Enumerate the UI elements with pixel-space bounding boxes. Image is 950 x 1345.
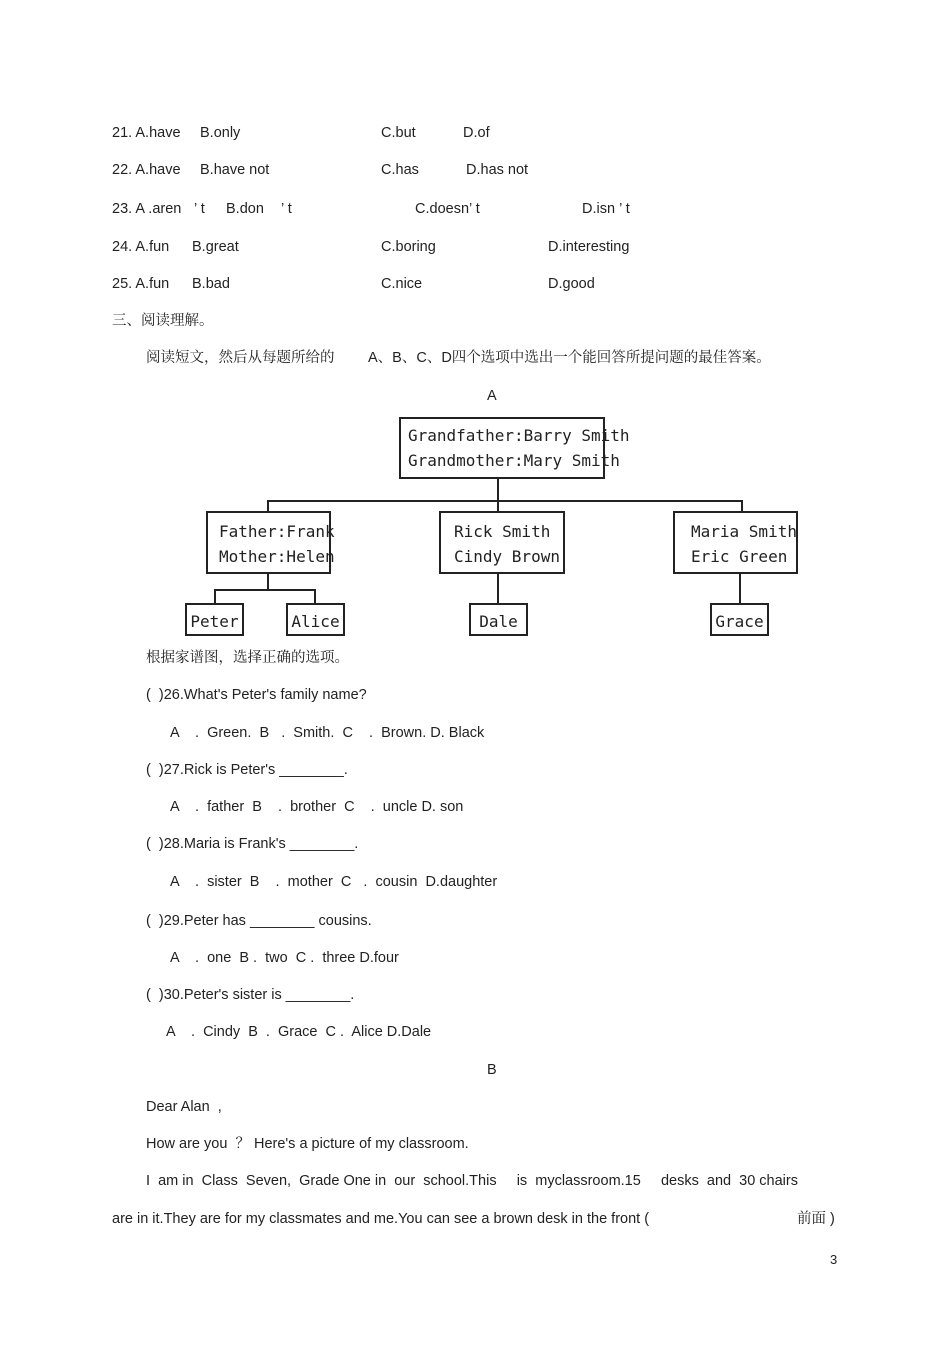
- question-30-options: A . Cindy B . Grace C . Alice D.Dale: [166, 1024, 432, 1040]
- q23-option-d: D.isn ’ t: [582, 201, 630, 217]
- question-29-options: A . one B . two C . three D.four: [170, 950, 399, 966]
- letter-line-2: I am in Class Seven, Grade One in our school.This is myclassroom.15 desks and 30 chairs: [146, 1173, 798, 1189]
- page-number: 3: [830, 1252, 838, 1267]
- letter-line-3-chinese: 前面 ): [797, 1211, 835, 1227]
- q22-option-b: B.have not: [200, 162, 270, 178]
- q23-option-a: 23. A .aren: [112, 201, 182, 217]
- tree-connector: [314, 589, 316, 604]
- tree-connector: [214, 589, 316, 591]
- q25-option-c: C.nice: [381, 276, 423, 292]
- tree-node-dale: [469, 603, 528, 636]
- passage-b-label: B: [487, 1062, 497, 1078]
- q23-option-b-suffix: ’ t: [281, 201, 292, 217]
- section-instruction-part2: A、B、C、D四个选项中选出一个能回答所提问题的最佳答案。: [368, 350, 771, 366]
- tree-connector: [497, 479, 499, 501]
- tree-node-grandparents: [399, 417, 630, 479]
- tree-connector: [267, 500, 743, 502]
- tree-eric: Eric Green: [691, 547, 788, 566]
- letter-greeting: Dear Alan ,: [146, 1099, 222, 1115]
- q24-option-d: D.interesting: [548, 239, 630, 255]
- tree-connector: [267, 574, 269, 590]
- q24-option-c: C.boring: [381, 239, 436, 255]
- q23-option-a-suffix: ’ t: [194, 201, 205, 217]
- tree-connector: [739, 574, 741, 604]
- tree-father: Father:Frank: [219, 522, 335, 541]
- tree-maria: Maria Smith: [691, 522, 797, 541]
- q21-option-c: C.but: [381, 125, 416, 141]
- question-26-stem: ( )26.What's Peter's family name?: [146, 687, 367, 703]
- tree-grandfather: Grandfather:Barry Smith: [408, 426, 630, 445]
- letter-line-3: are in it.They are for my classmates and me.You can see a brown desk in the front (: [112, 1211, 650, 1227]
- q21-option-b: B.only: [200, 125, 241, 141]
- tree-node-frank-helen: [206, 511, 335, 574]
- tree-connector: [214, 589, 216, 604]
- q22-option-d: D.has not: [466, 162, 529, 178]
- passage-a-label: A: [487, 388, 497, 404]
- q23-option-c: C.doesn’ t: [415, 201, 480, 217]
- tree-node-maria-eric: [673, 511, 798, 574]
- q23-option-b: B.don: [226, 201, 264, 217]
- tree-node-alice: [286, 603, 345, 636]
- question-28-options: A . sister B . mother C . cousin D.daughter: [170, 874, 498, 890]
- q21-option-a: 21. A.have: [112, 125, 181, 141]
- question-28-stem: ( )28.Maria is Frank's ________.: [146, 836, 359, 852]
- tree-instruction: 根据家谱图，选择正确的选项。: [146, 650, 349, 666]
- q22-option-a: 22. A.have: [112, 162, 181, 178]
- tree-node-grace: [710, 603, 769, 636]
- tree-cindy: Cindy Brown: [454, 547, 560, 566]
- tree-rick: Rick Smith: [454, 522, 551, 541]
- tree-dale-label: Dale: [479, 612, 518, 631]
- section-heading: 三、阅读理解。: [112, 313, 214, 329]
- tree-mother: Mother:Helen: [219, 547, 335, 566]
- q25-option-a: 25. A.fun: [112, 276, 170, 292]
- question-26-options: A . Green. B . Smith. C . Brown. D. Black: [170, 725, 485, 741]
- q25-option-b: B.bad: [192, 276, 230, 292]
- question-30-stem: ( )30.Peter's sister is ________.: [146, 987, 355, 1003]
- section-instruction-part1: 阅读短文，然后从每题所给的: [146, 350, 335, 366]
- q21-option-d: D.of: [463, 125, 490, 141]
- tree-node-peter: [185, 603, 244, 636]
- q24-option-b: B.great: [192, 239, 239, 255]
- question-27-options: A . father B . brother C . uncle D. son: [170, 799, 464, 815]
- q22-option-c: C.has: [381, 162, 419, 178]
- tree-node-rick-cindy: [439, 511, 565, 574]
- tree-connector: [497, 574, 499, 604]
- question-27-stem: ( )27.Rick is Peter's ________.: [146, 762, 348, 778]
- letter-line-1: How are you ？ Here's a picture of my classroom.: [146, 1136, 469, 1152]
- question-29-stem: ( )29.Peter has ________ cousins.: [146, 913, 372, 929]
- q24-option-a: 24. A.fun: [112, 239, 170, 255]
- tree-grandmother: Grandmother:Mary Smith: [408, 451, 620, 470]
- tree-alice-label: Alice: [291, 612, 340, 631]
- tree-peter-label: Peter: [190, 612, 239, 631]
- q25-option-d: D.good: [548, 276, 595, 292]
- tree-grace-label: Grace: [715, 612, 764, 631]
